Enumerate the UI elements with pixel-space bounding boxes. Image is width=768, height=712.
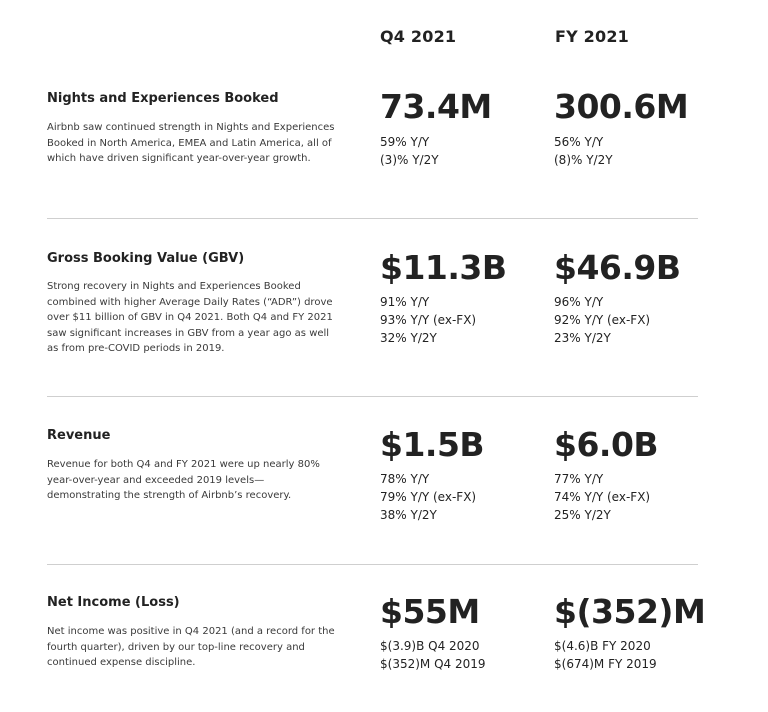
q4-growth-line: 78% Y/Y (380, 472, 430, 486)
q4-metric-value: $1.5B (380, 425, 485, 464)
section-description: Airbnb saw continued strength in Nights and Experiences Booked in North America, EMEA and Latin America, all of which have driven significant year-over-year growth. (47, 122, 335, 164)
q4-growth-line: 32% Y/2Y (380, 331, 437, 345)
fy-metric-value: $(352)M (554, 592, 706, 631)
section-title: Revenue (47, 428, 111, 443)
q4-growth-line: 38% Y/2Y (380, 508, 437, 522)
fy-metric-value: $6.0B (554, 425, 659, 464)
section-description: Strong recovery in Nights and Experiences Booked combined with higher Average Daily Rates (“ADR”) drove over $11 billion of GBV in Q4 2021. Both Q4 and FY 2021 saw significant increases in GBV from a year ago as well as from pre-COVID periods in 2019. (47, 281, 333, 354)
fy-growth-line: 25% Y/2Y (554, 508, 611, 522)
q4-growth-line: 91% Y/Y (380, 295, 430, 309)
fy-growth-line: 74% Y/Y (ex-FX) (554, 490, 651, 504)
q4-growth-line: (3)% Y/2Y (380, 153, 439, 167)
fy-growth-line: 96% Y/Y (554, 295, 604, 309)
fy-metric-value: 300.6M (554, 87, 689, 126)
section-title: Gross Booking Value (GBV) (47, 251, 245, 266)
section-description: Net income was positive in Q4 2021 (and a record for the fourth quarter), driven by our top-line recovery and continued expense discipline. (47, 626, 335, 668)
section-description: Revenue for both Q4 and FY 2021 were up nearly 80% year-over-year and exceeded 2019 levels—demonstrating the strength of Airbnb’s recovery. (47, 459, 320, 501)
fy-growth-line: 77% Y/Y (554, 472, 604, 486)
fy-growth-line: 23% Y/2Y (554, 331, 611, 345)
fy-growth-line: 56% Y/Y (554, 135, 604, 149)
section-net-income (47, 0, 706, 700)
fy-comparison-line: $(674)M FY 2019 (554, 657, 657, 671)
fy-metric-value: $46.9B (554, 248, 681, 287)
column-header-fy-2021: FY 2021 (555, 27, 630, 46)
q4-metric-value: 73.4M (380, 87, 492, 126)
fy-growth-line: (8)% Y/2Y (554, 153, 613, 167)
fy-growth-line: 92% Y/Y (ex-FX) (554, 313, 651, 327)
q4-growth-line: 59% Y/Y (380, 135, 430, 149)
column-header-q4-2021: Q4 2021 (380, 27, 457, 46)
q4-growth-line: 79% Y/Y (ex-FX) (380, 490, 477, 504)
q4-comparison-line: $(3.9)B Q4 2020 (380, 639, 480, 653)
q4-growth-line: 93% Y/Y (ex-FX) (380, 313, 477, 327)
q4-metric-value: $55M (380, 592, 480, 631)
section-title: Nights and Experiences Booked (47, 91, 279, 106)
section-title: Net Income (Loss) (47, 595, 180, 610)
fy-comparison-line: $(4.6)B FY 2020 (554, 639, 651, 653)
q4-metric-value: $11.3B (380, 248, 507, 287)
q4-comparison-line: $(352)M Q4 2019 (380, 657, 486, 671)
